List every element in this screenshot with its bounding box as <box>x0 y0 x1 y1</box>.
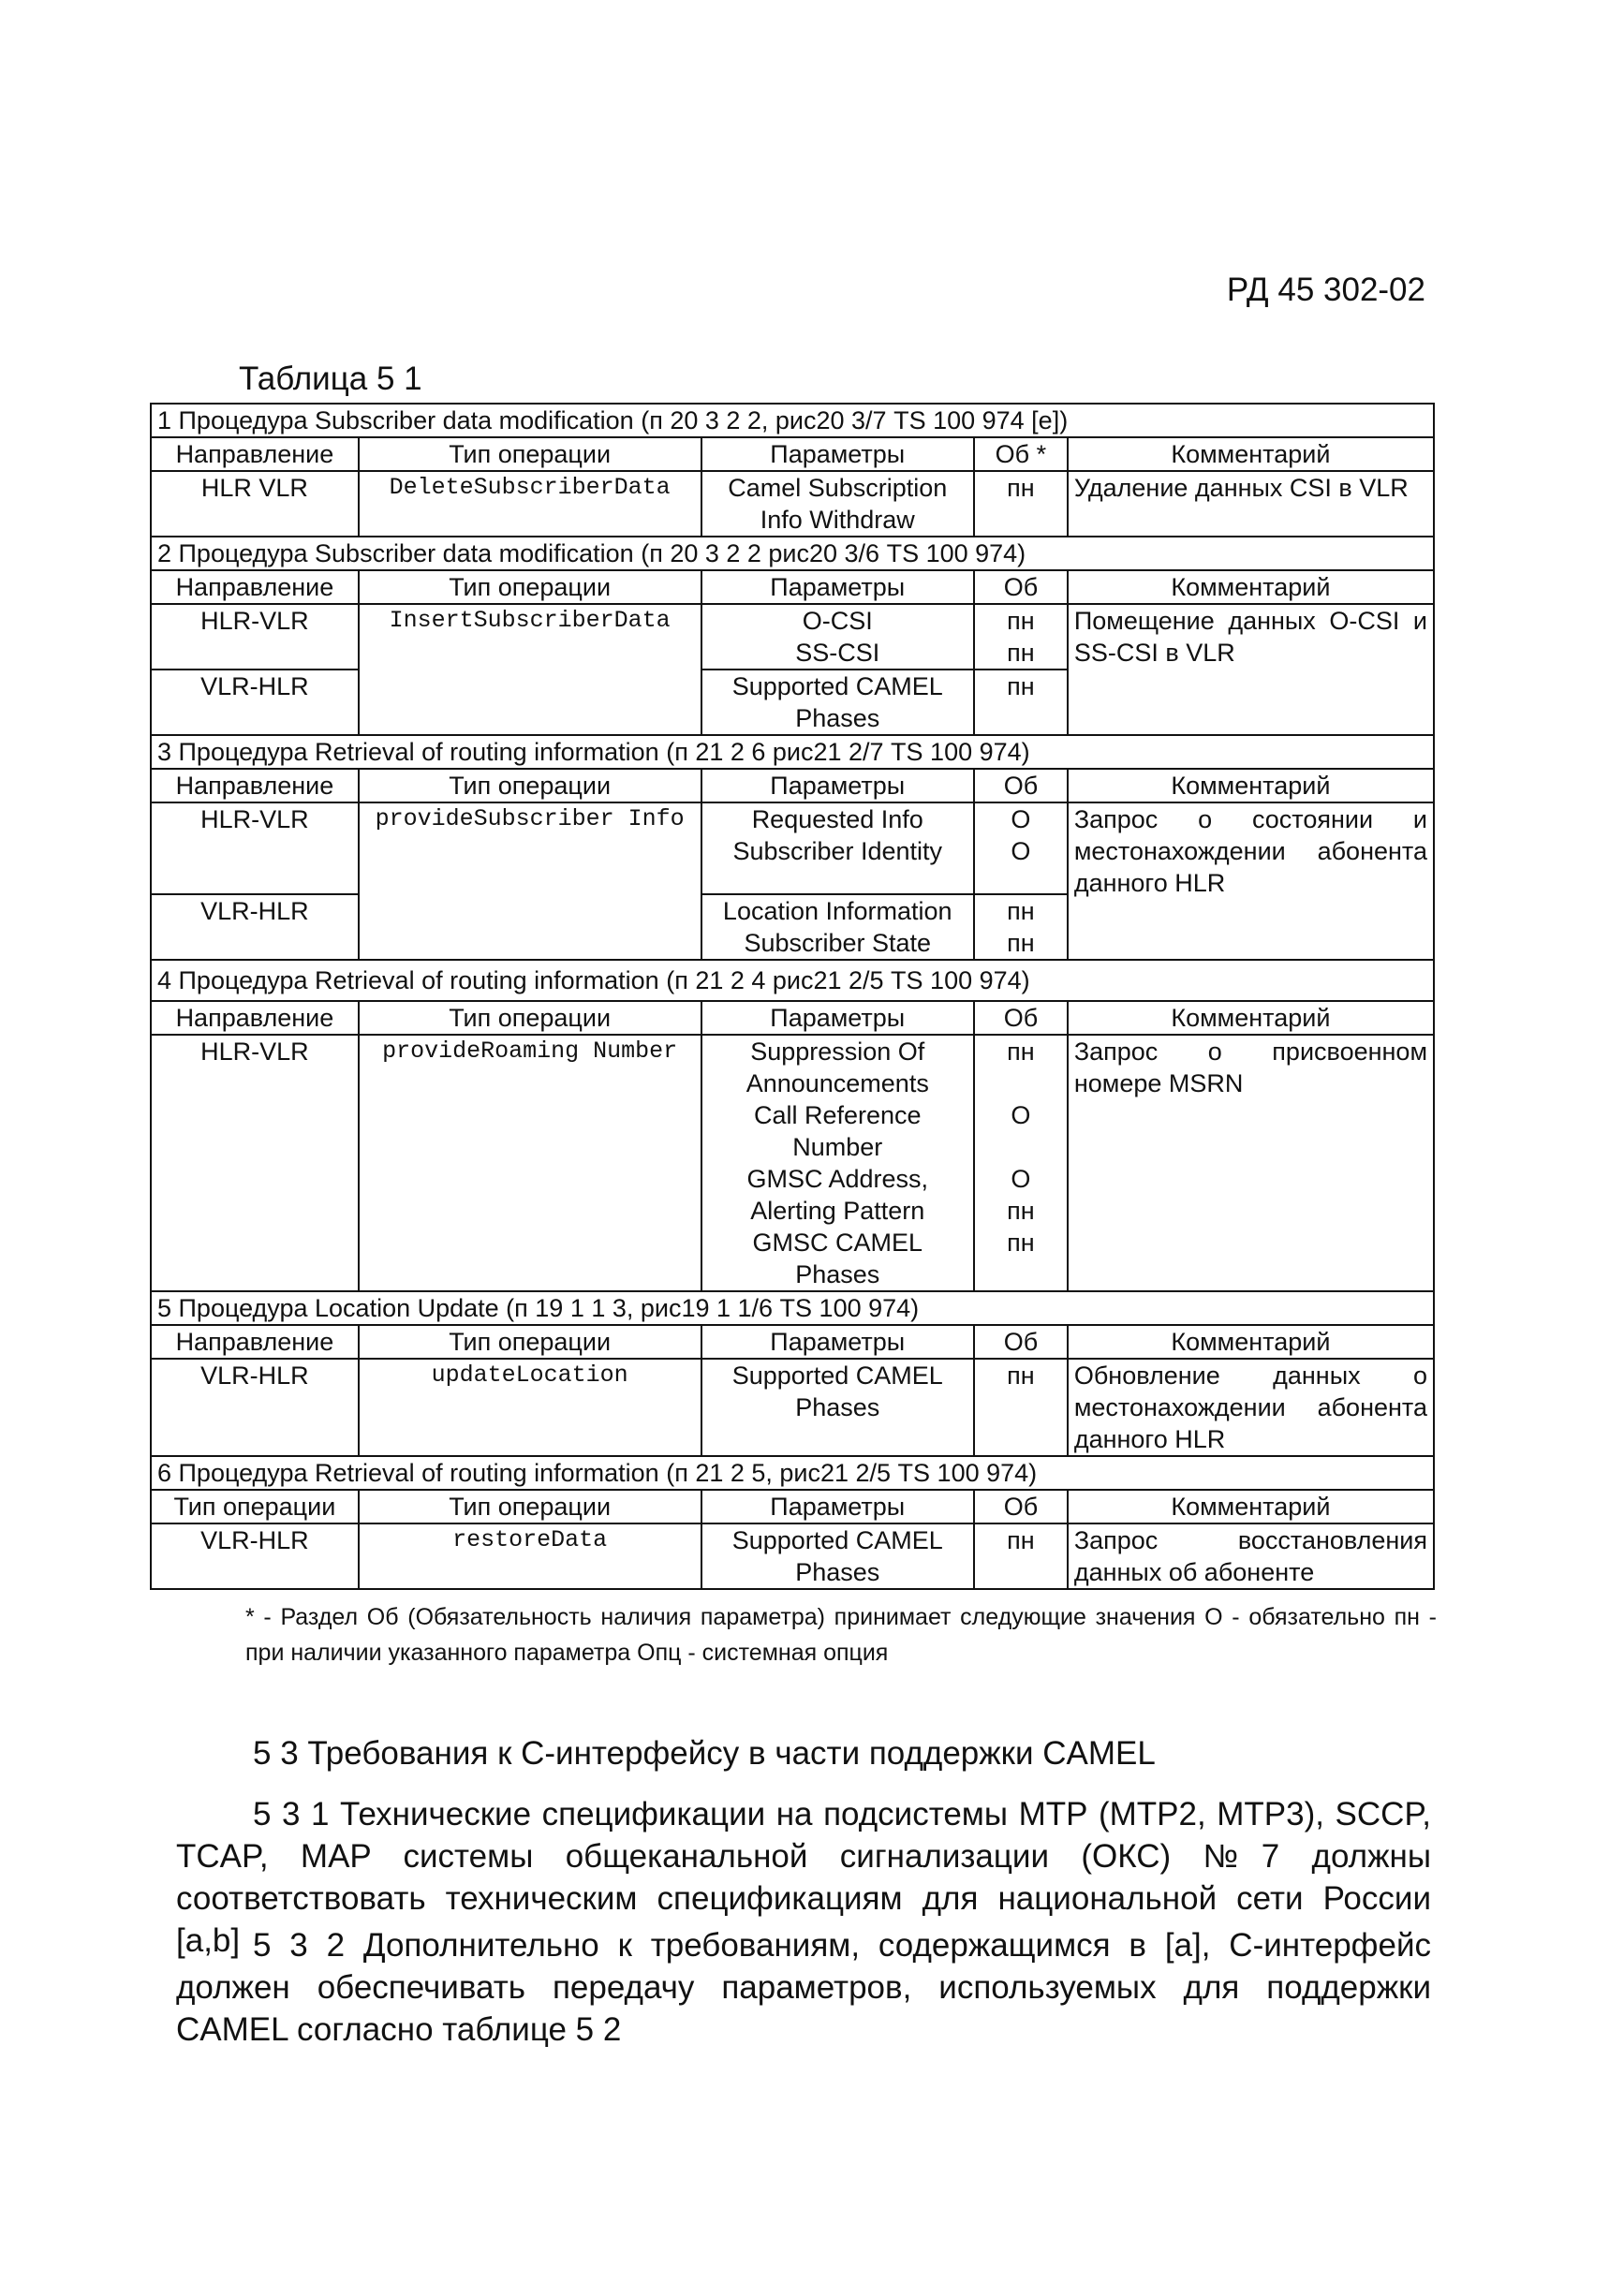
param-line: Suppression Of Announcements <box>745 1038 929 1097</box>
table-row <box>151 802 1434 894</box>
header-ob: Об <box>974 570 1068 604</box>
comment-cell: Помещение данных O-CSI и SS-CSI в VLR <box>1068 604 1434 735</box>
header-row <box>151 570 1434 604</box>
header-comment: Комментарий <box>1068 570 1434 604</box>
header-operation: Тип операции <box>359 769 701 802</box>
comment-cell: Удаление данных CSI в VLR <box>1068 471 1434 537</box>
table-row <box>151 1035 1434 1291</box>
param-line: Location Information <box>722 897 952 925</box>
header-params: Параметры <box>701 437 975 471</box>
ob-cell: пн <box>974 471 1068 537</box>
header-direction: Тип операции <box>151 1490 359 1523</box>
param-cell: Supported CAMEL Phases <box>701 670 975 735</box>
param-line: GMSC CAMEL Phases <box>752 1229 923 1288</box>
direction-cell: VLR-HLR <box>151 1359 359 1456</box>
ob-line: пн <box>1007 1197 1035 1225</box>
header-ob: Об <box>974 1490 1068 1523</box>
operation-cell: provideSubscriber Info <box>359 802 701 960</box>
section-title-row <box>151 960 1434 1001</box>
ob-line: пн <box>1007 607 1035 635</box>
section-title-row <box>151 1456 1434 1490</box>
header-operation: Тип операции <box>359 1325 701 1359</box>
paragraph-5-3-2: 5 3 2 Дополнительно к требованиям, содержащимся в [a], С-интерфейс должен обеспечивать передачу параметров, используемых для поддержки CAMEL согласно таблице 5 2 <box>176 1927 1431 2048</box>
param-line: Call Reference Number <box>753 1101 922 1161</box>
document-id: РД 45 302-02 <box>1226 272 1425 308</box>
header-operation: Тип операции <box>359 570 701 604</box>
header-comment: Комментарий <box>1068 1325 1434 1359</box>
header-ob: Об <box>974 1325 1068 1359</box>
header-row <box>151 769 1434 802</box>
header-direction: Направление <box>151 570 359 604</box>
direction-cell: VLR-HLR <box>151 1523 359 1589</box>
params-cell <box>701 894 975 960</box>
comment-cell: Запрос о состоянии и местонахождении абонента данного HLR <box>1068 802 1434 960</box>
operation-cell: DeleteSubscriberData <box>359 471 701 537</box>
header-row <box>151 1490 1434 1523</box>
ob-line: O <box>1011 1101 1031 1129</box>
header-ob: Об <box>974 769 1068 802</box>
ob-line: O <box>1011 837 1031 865</box>
header-params: Параметры <box>701 1490 975 1523</box>
header-operation: Тип операции <box>359 1490 701 1523</box>
ob-cell <box>974 1035 1068 1291</box>
params-cell <box>701 1035 975 1291</box>
ob-cell: пн <box>974 670 1068 735</box>
table-row <box>151 471 1434 537</box>
section-title: 5 Процедура Location Update (п 19 1 1 3, рис19 1 1/6 TS 100 974) <box>151 1291 1434 1325</box>
direction-cell: HLR-VLR <box>151 1035 359 1291</box>
header-direction: Направление <box>151 437 359 471</box>
table-row <box>151 604 1434 670</box>
section-title: 3 Процедура Retrieval of routing information (п 21 2 6 рис21 2/7 TS 100 974) <box>151 735 1434 769</box>
header-row <box>151 1001 1434 1035</box>
section-title-row <box>151 537 1434 570</box>
header-params: Параметры <box>701 1325 975 1359</box>
header-row <box>151 1325 1434 1359</box>
header-comment: Комментарий <box>1068 1490 1434 1523</box>
param-cell: Supported CAMEL Phases <box>701 1359 975 1456</box>
direction-cell: VLR-HLR <box>151 894 359 960</box>
ob-cell <box>974 802 1068 894</box>
paragraph-5-3-1: 5 3 1 Технические спецификации на подсистемы МТР (МТР2, МТР3), SCCP, TCAP, MAP системы общеканальной сигнализации (ОКС) №7 должны соответствовать техническим спецификациям для национальной сети России [a,b] <box>176 1796 1431 1959</box>
param-line: Subscriber Identity <box>732 837 943 865</box>
param-line: O-CSI <box>802 607 873 635</box>
table-row <box>151 1359 1434 1456</box>
section-title: 2 Процедура Subscriber data modification (п 20 3 2 2 рис20 3/6 TS 100 974) <box>151 537 1434 570</box>
params-cell <box>701 604 975 670</box>
param-line: GMSC Address, <box>746 1165 929 1193</box>
ob-line: пн <box>1007 897 1035 925</box>
section-title-row <box>151 1291 1434 1325</box>
section-title-row <box>151 735 1434 769</box>
header-ob: Об * <box>974 437 1068 471</box>
direction-cell: HLR-VLR <box>151 604 359 670</box>
ob-cell: пн <box>974 1523 1068 1589</box>
param-cell: Camel Subscription Info Withdraw <box>701 471 975 537</box>
operation-cell: restoreData <box>359 1523 701 1589</box>
direction-cell: HLR-VLR <box>151 802 359 894</box>
ob-cell <box>974 894 1068 960</box>
header-ob: Об <box>974 1001 1068 1035</box>
ob-line: O <box>1011 1165 1031 1193</box>
footnote: * - Раздел Об (Обязательность наличия параметра) принимает следующие значения О - обязательно пн - при наличии указанного параметра Опц - системная опция <box>245 1604 1437 1666</box>
ob-line: пн <box>1007 1038 1035 1066</box>
operation-cell: InsertSubscriberData <box>359 604 701 735</box>
header-direction: Направление <box>151 769 359 802</box>
header-params: Параметры <box>701 1001 975 1035</box>
ob-line: пн <box>1007 1229 1035 1257</box>
table-caption: Таблица 5 1 <box>239 361 422 397</box>
section-heading: 5 3 Требования к С-интерфейсу в части поддержки CAMEL <box>253 1735 1156 1772</box>
comment-cell: Запрос о присвоенном номере MSRN <box>1068 1035 1434 1291</box>
header-row <box>151 437 1434 471</box>
params-cell <box>701 802 975 894</box>
section-title: 4 Процедура Retrieval of routing information (п 21 2 4 рис21 2/5 TS 100 974) <box>151 960 1434 1001</box>
direction-cell: VLR-HLR <box>151 670 359 735</box>
comment-cell: Запрос восстановления данных об абоненте <box>1068 1523 1434 1589</box>
header-operation: Тип операции <box>359 437 701 471</box>
param-line: SS-CSI <box>795 639 880 667</box>
ob-line: пн <box>1007 929 1035 957</box>
header-params: Параметры <box>701 769 975 802</box>
header-params: Параметры <box>701 570 975 604</box>
comment-cell: Обновление данных о местонахождении абонента данного HLR <box>1068 1359 1434 1456</box>
param-line: Requested Info <box>751 805 923 833</box>
procedures-table <box>150 403 1435 1590</box>
param-line: Alerting Pattern <box>750 1197 925 1225</box>
ob-cell: пн <box>974 1359 1068 1456</box>
ob-cell <box>974 604 1068 670</box>
operation-cell: provideRoaming Number <box>359 1035 701 1291</box>
ob-line: O <box>1011 805 1031 833</box>
param-cell: Supported CAMEL Phases <box>701 1523 975 1589</box>
section-title-row <box>151 404 1434 437</box>
direction-cell: HLR VLR <box>151 471 359 537</box>
operation-cell: updateLocation <box>359 1359 701 1456</box>
header-comment: Комментарий <box>1068 769 1434 802</box>
section-title: 1 Процедура Subscriber data modification (п 20 3 2 2, рис20 3/7 TS 100 974 [e]) <box>151 404 1434 437</box>
ob-line: пн <box>1007 639 1035 667</box>
header-comment: Комментарий <box>1068 1001 1434 1035</box>
header-operation: Тип операции <box>359 1001 701 1035</box>
header-direction: Направление <box>151 1001 359 1035</box>
header-comment: Комментарий <box>1068 437 1434 471</box>
param-line: Subscriber State <box>744 929 932 957</box>
header-direction: Направление <box>151 1325 359 1359</box>
section-title: 6 Процедура Retrieval of routing information (п 21 2 5, рис21 2/5 TS 100 974) <box>151 1456 1434 1490</box>
table-row <box>151 1523 1434 1589</box>
